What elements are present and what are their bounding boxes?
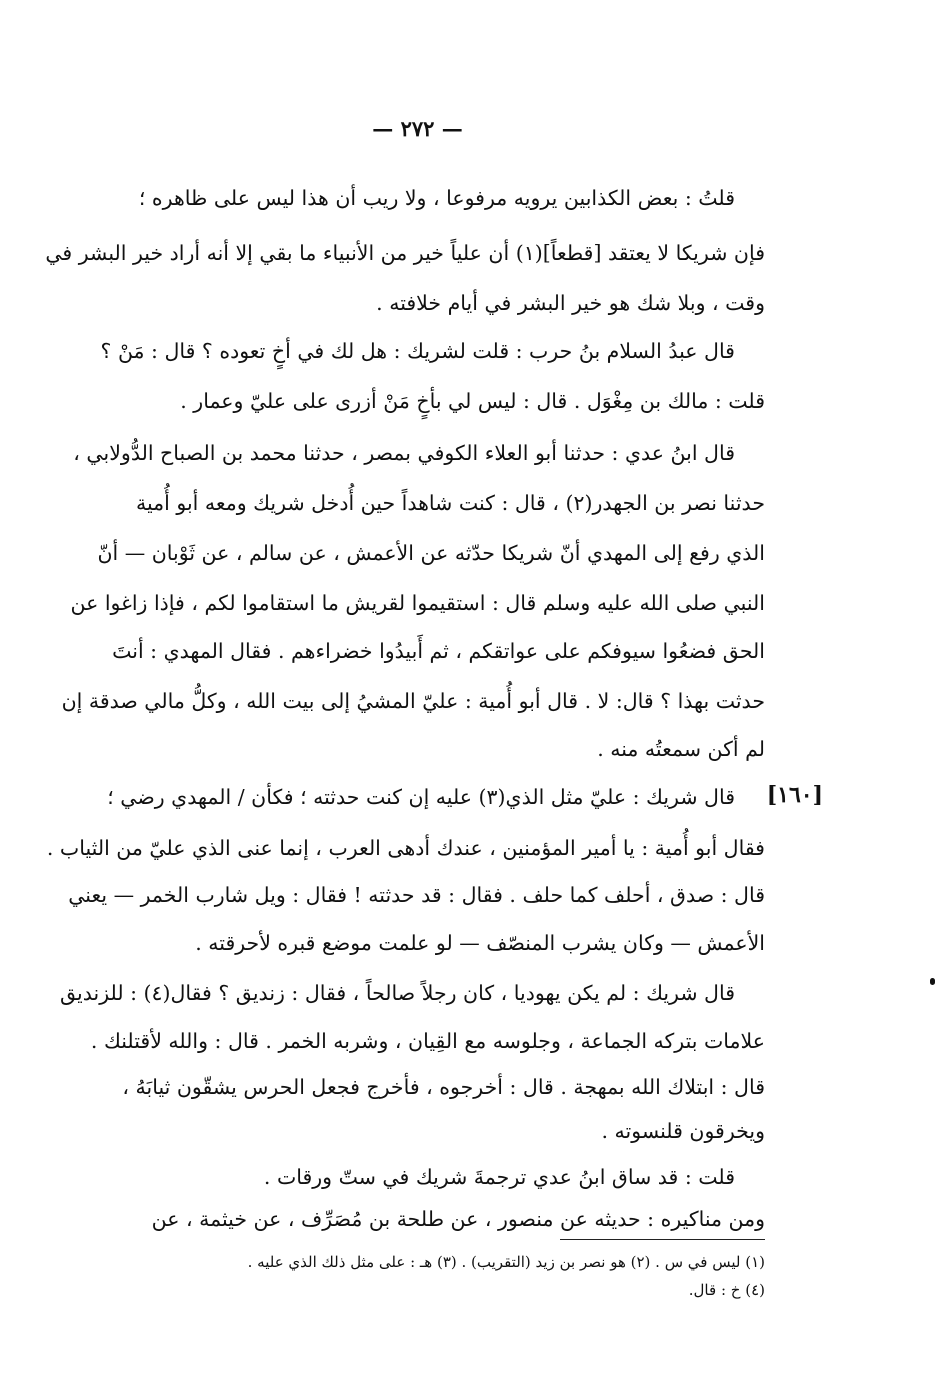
text-line-15: قال : صدق ، أحلف كما حلف . فقال : قد حدثته ! فقال : ويل شارب الخمر — يعني (68, 883, 765, 907)
page-number: — ٢٧٢ — (372, 116, 463, 141)
text-line-4: قال عبدُ السلام بنُ حرب : قلت لشريك : هل لك في أخٍ تعوده ؟ قال : مَنْ ؟ (100, 339, 735, 363)
text-line-6: قال ابنُ عدي : حدثنا أبو العلاء الكوفي بمصر ، حدثنا محمد بن الصباح الدُّولابي ، (73, 441, 735, 465)
text-line-1: قلتُ : بعض الكذابين يرويه مرفوعا ، ولا ريب أن هذا ليس على ظاهره ؛ (138, 186, 735, 210)
text-line-17: قال شريك : لم يكن يهوديا ، كان رجلاً صالحاً ، فقال : زنديق ؟ فقال(٤) : للزنديق (59, 981, 735, 1005)
text-line-10: الحق فضعُوا سيوفكم على عواتقكم ، ثم أَبيدُوا خضراءهم . فقال المهدي : أنتَ (112, 639, 765, 663)
text-line-3: وقت ، وبلا شك هو خير البشر في أيام خلافته . (376, 291, 765, 315)
footnote-line-1: (١) ليس في س . (٢) هو نصر بن زيد (التقريب) . (٣) هـ : على مثل ذلك الذي عليه . (247, 1253, 765, 1271)
text-line-18: علامات بتركه الجماعة ، وجلوسه مع القِيان ، وشربه الخمر . قال : والله لأقتلنك . (90, 1029, 765, 1053)
text-line-16: الأعمش — وكان يشرب المنصّف — لو علمت موضع قبره لأحرقته . (195, 931, 765, 955)
text-line-19: قال : ابتلاك الله بمهجة . قال : أخرجوه ، فأخرج فجعل الحرس يشقّون ثيابَهُ ، (122, 1075, 765, 1099)
text-line-20: ويخرقون قلنسوته . (601, 1119, 765, 1143)
text-line-2: فإن شريكا لا يعتقد [قطعاً](١) أن علياً خير من الأنبياء ما بقي إلا أنه أراد خير البشر في (45, 241, 765, 265)
text-line-9: النبي صلى الله عليه وسلم قال : استقيموا لقريش ما استقاموا لكم ، فإذا زاغوا عن (70, 591, 765, 615)
text-line-22: ومن مناكيره : حديثه عن منصور ، عن طلحة بن مُصَرِّف ، عن خيثمة ، عن (151, 1207, 765, 1231)
footnote-line-2: (٤) خ : قال. (688, 1281, 765, 1299)
text-line-8: الذي رفع إلى المهدي أنّ شريكا حدّثه عن الأعمش ، عن سالم ، عن ثَوْبان — أنّ (97, 541, 765, 565)
text-line-13: قال شريك : عليّ مثل الذي(٣) عليه إن كنت حدثته ؛ فكأن / المهدي رضي ؛ (107, 785, 735, 809)
margin-ink-dot (930, 978, 935, 985)
text-line-7: حدثنا نصر بن الجهدر(٢) ، قال : كنت شاهداً حين أُدخل شريك ومعه أبو أُمية (136, 491, 765, 515)
text-line-11: حدثت بهذا ؟ قال: لا . قال أبو أُمية : عليّ المشيُ إلى بيت الله ، وكلُّ مالي صدقة إن (61, 689, 765, 713)
text-line-5: قلت : مالك بن مِغْوَل . قال : ليس لي بأخٍ مَنْ أزرى على عليّ وعمار . (180, 389, 765, 413)
footnote-separator (560, 1239, 765, 1240)
margin-page-reference: [١٦٠] (766, 782, 823, 808)
text-line-12: لم أكن سمعتُه منه . (597, 737, 765, 761)
text-line-21: قلت : قد ساق ابنُ عدي ترجمةَ شريك في ستّ ورقات . (263, 1165, 735, 1189)
text-line-14: فقال أبو أُمية : يا أمير المؤمنين ، عندك أدهى العرب ، إنما عنى الذي عليّ من الثياب . (46, 836, 765, 860)
